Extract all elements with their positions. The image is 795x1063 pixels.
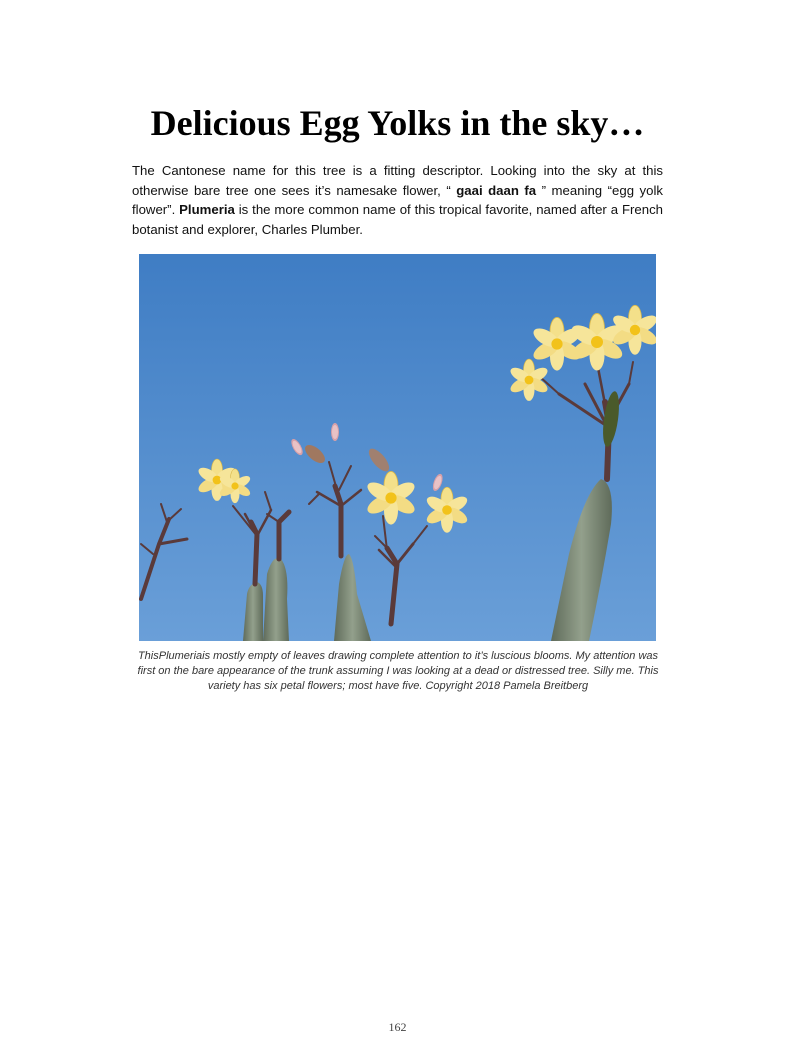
paragraph-text-2: ” meaning “egg yolk flower”. [132,182,663,217]
plumeria-photo [139,254,656,641]
paragraph-text-3: is the more common name of this tropical favorite, named after a French botanist and explorer, Charles Plumber. [132,202,663,237]
page-title: Delicious Egg Yolks in the sky… [150,103,645,143]
page-number: 162 [388,1020,407,1034]
paragraph-text-1: The Cantonese name for this tree is a fitting descriptor. Looking into the sky at this otherwise bare tree one sees it’s namesake flower, “ [132,163,663,198]
cantonese-name: gaai daan fa [456,182,537,198]
plumeria-name: Plumeria [179,202,235,217]
photo-caption: ThisPlumeriais mostly empty of leaves drawing complete attention to it’s luscious blooms. My attention was first on the bare appearance of the trunk assuming I was looking at a dead or distressed tree. Silly me. This variety has six petal flowers; most have five. Copyright 2018 Pamela Breitberg [137,650,659,693]
body-paragraph [132,161,663,239]
